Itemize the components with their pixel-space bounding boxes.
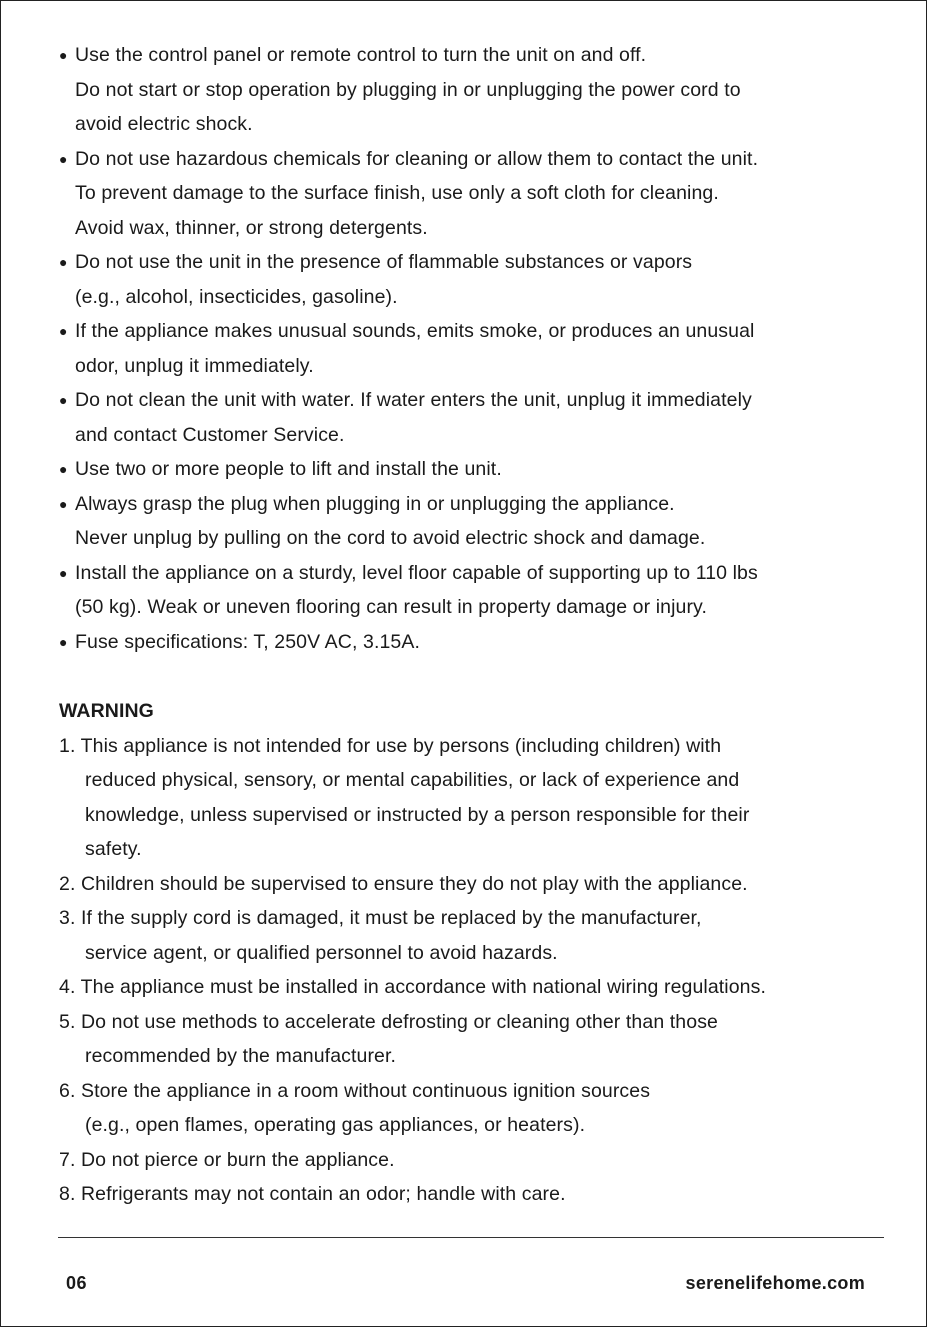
bullet-line: avoid electric shock. [75, 113, 253, 135]
bullet-line: To prevent damage to the surface finish, use only a soft cloth for cleaning. [75, 182, 719, 204]
bullet-dot-icon: ● [59, 564, 68, 581]
bullet-line: Fuse specifications: T, 250V AC, 3.15A. [75, 630, 420, 653]
safety-bullet-list [59, 38, 899, 659]
bullet-item [59, 487, 899, 556]
bullet-item [59, 556, 899, 625]
warning-item [59, 1143, 909, 1178]
bullet-line: Never unplug by pulling on the cord to avoid electric shock and damage. [75, 527, 706, 549]
warning-section [59, 694, 909, 1212]
bullet-dot-icon: ● [59, 150, 68, 167]
warning-line: safety. [85, 838, 142, 860]
warning-line: (e.g., open flames, operating gas appliances, or heaters). [85, 1114, 586, 1136]
bullet-line: (e.g., alcohol, insecticides, gasoline). [75, 285, 398, 308]
bullet-item [59, 245, 899, 314]
warning-item [59, 1005, 909, 1074]
bullet-line: Install the appliance on a sturdy, level floor capable of supporting up to 110 lbs [75, 561, 758, 584]
bullet-item [59, 38, 899, 142]
website-link: serenelifehome.com [685, 1273, 865, 1293]
bullet-line: odor, unplug it immediately. [75, 354, 314, 377]
warning-line: 3. If the supply cord is damaged, it must be replaced by the manufacturer, [59, 907, 702, 929]
warning-line: recommended by the manufacturer. [85, 1045, 397, 1067]
bullet-line: Avoid wax, thinner, or strong detergents. [75, 216, 428, 239]
warning-line: reduced physical, sensory, or mental capabilities, or lack of experience and [85, 769, 740, 791]
warning-line: 5. Do not use methods to accelerate defrosting or cleaning other than those [59, 1010, 718, 1033]
bullet-line: Always grasp the plug when plugging in or unplugging the appliance. [75, 492, 675, 515]
warning-line: 2. Children should be supervised to ensure they do not play with the appliance. [59, 872, 748, 895]
footer-divider [58, 1237, 884, 1238]
warning-heading: WARNING [59, 700, 154, 722]
warning-line: service agent, or qualified personnel to avoid hazards. [85, 941, 558, 964]
bullet-dot-icon: ● [59, 392, 68, 408]
bullet-line: Do not start or stop operation by plugging in or unplugging the power cord to [75, 78, 741, 101]
warning-item [59, 1177, 909, 1212]
warning-item [59, 901, 909, 970]
bullet-item [59, 142, 899, 246]
warning-line: knowledge, unless supervised or instructed by a person responsible for their [85, 803, 750, 826]
bullet-line: and contact Customer Service. [75, 423, 345, 446]
warning-list [59, 729, 909, 1212]
bullet-dot-icon: ● [59, 323, 68, 339]
warning-line: 8. Refrigerants may not contain an odor; handle with care. [59, 1183, 566, 1205]
bullet-line: Do not use hazardous chemicals for cleaning or allow them to contact the unit. [75, 147, 759, 170]
warning-line: 4. The appliance must be installed in accordance with national wiring regulations. [59, 976, 766, 998]
warning-item [59, 729, 909, 867]
warning-item [59, 1074, 909, 1143]
bullet-item [59, 625, 899, 660]
bullet-item [59, 314, 899, 383]
bullet-line: Use two or more people to lift and install the unit. [75, 458, 502, 480]
bullet-dot-icon: ● [59, 47, 68, 63]
bullet-item [59, 452, 899, 487]
bullet-dot-icon: ● [59, 461, 68, 477]
bullet-dot-icon: ● [59, 254, 68, 270]
warning-line: 1. This appliance is not intended for use by persons (including children) with [59, 734, 722, 757]
bullet-item [59, 383, 899, 452]
bullet-dot-icon: ● [59, 495, 68, 512]
bullet-line: If the appliance makes unusual sounds, emits smoke, or produces an unusual [75, 320, 755, 342]
bullet-line: Do not clean the unit with water. If water enters the unit, unplug it immediately [75, 389, 752, 411]
warning-line: 7. Do not pierce or burn the appliance. [59, 1148, 395, 1171]
bullet-line: Use the control panel or remote control to turn the unit on and off. [75, 44, 647, 66]
bullet-line: Do not use the unit in the presence of flammable substances or vapors [75, 251, 693, 273]
warning-item [59, 867, 909, 902]
bullet-dot-icon: ● [59, 633, 68, 650]
warning-line: 6. Store the appliance in a room without continuous ignition sources [59, 1079, 651, 1102]
bullet-line: (50 kg). Weak or uneven flooring can result in property damage or injury. [75, 596, 707, 618]
page-number: 06 [66, 1273, 88, 1293]
warning-item [59, 970, 909, 1005]
